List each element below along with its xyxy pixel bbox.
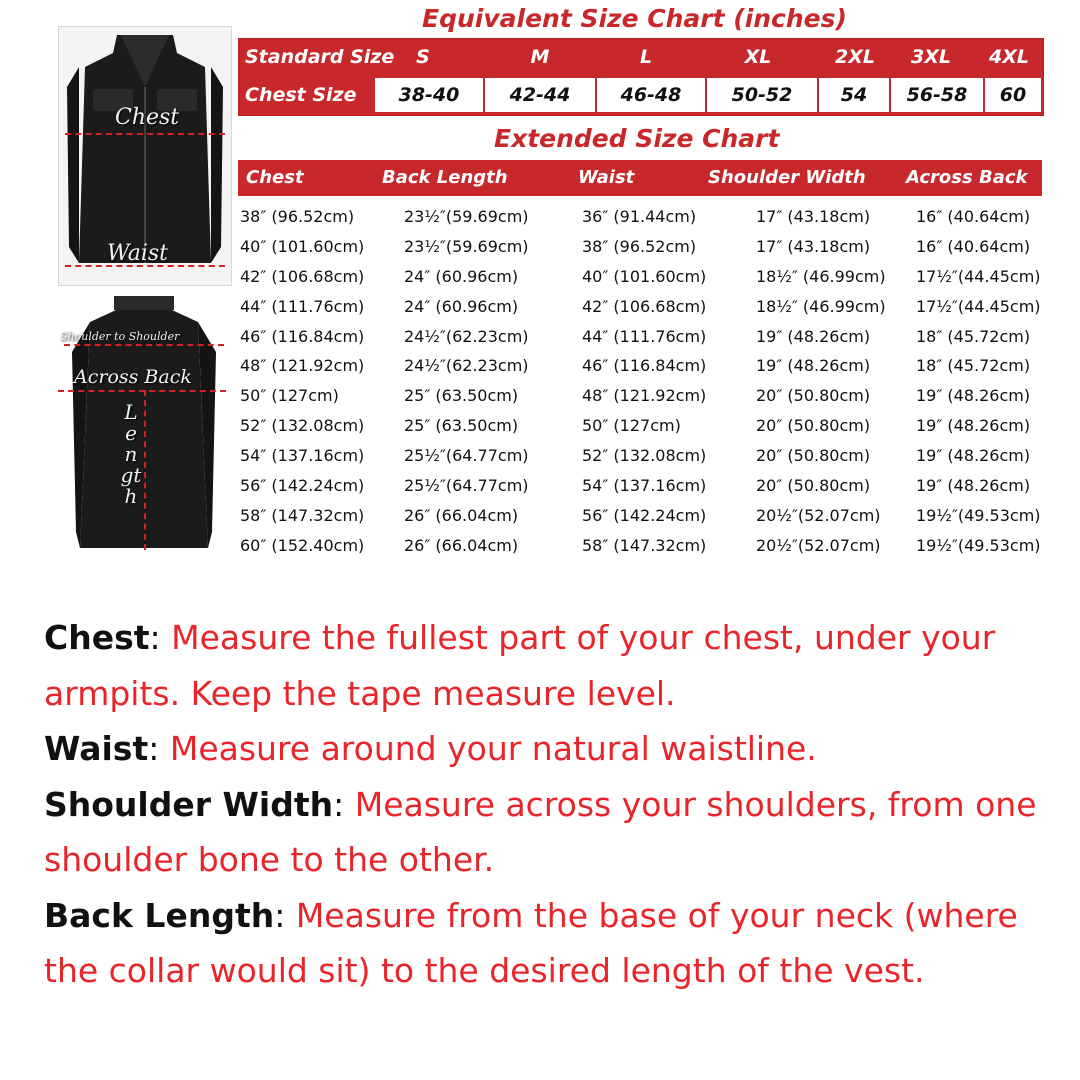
- shoulder-width-cell: 20″ (50.80cm): [756, 416, 871, 436]
- instruction-term: Back Length: [44, 895, 275, 935]
- extended-table-header: [238, 160, 1042, 196]
- across-back-label: Across Back: [74, 366, 192, 388]
- chest-cell: 58″ (147.32cm): [240, 505, 365, 525]
- instruction-text: Measure around your natural waistline.: [159, 729, 817, 768]
- waist-cell: 58″ (147.32cm): [582, 535, 707, 555]
- extended-table-body: [238, 202, 1058, 561]
- chest-size-cell: 56-58: [891, 78, 983, 112]
- chest-size-cell: 50-52: [707, 78, 817, 112]
- back-length-cell: 25″ (63.50cm): [404, 416, 519, 436]
- measurement-instructions: [44, 610, 1054, 999]
- instruction-paragraph: [44, 777, 1054, 888]
- waist-cell: 42″ (106.68cm): [582, 296, 707, 316]
- waist-cell: 50″ (127cm): [582, 416, 681, 436]
- chest-cell: 54″ (137.16cm): [240, 446, 365, 466]
- length-label: Length: [120, 400, 142, 508]
- shoulder-width-cell: 19″ (48.26cm): [756, 326, 871, 346]
- instruction-colon: :: [148, 729, 160, 768]
- across-back-cell: 19½″(49.53cm): [916, 505, 1041, 525]
- length-guide-line: [144, 390, 146, 550]
- across-back-guide-line: [58, 390, 226, 392]
- waist-cell: 52″ (132.08cm): [582, 446, 707, 466]
- table-row: [238, 202, 1058, 232]
- chest-label: Chest: [115, 105, 180, 130]
- back-length-cell: 23½″(59.69cm): [404, 207, 529, 226]
- across-back-cell: 19″ (48.26cm): [916, 386, 1031, 406]
- instruction-term: Waist: [44, 729, 149, 768]
- instruction-paragraph: [44, 610, 1054, 721]
- chest-cell: 50″ (127cm): [240, 386, 339, 406]
- table-row: [238, 411, 1058, 441]
- equivalent-size-table: [238, 38, 1044, 116]
- waist-label: Waist: [107, 241, 168, 266]
- waist-cell: 48″ (121.92cm): [582, 386, 707, 406]
- shoulder-width-cell: 20½″(52.07cm): [756, 535, 881, 555]
- column-header-across-back: Across Back: [906, 167, 1028, 188]
- extended-chart-title: Extended Size Chart: [494, 124, 780, 153]
- instruction-colon: :: [149, 618, 161, 657]
- standard-size-row: [239, 39, 1043, 75]
- waist-cell: 46″ (116.84cm): [582, 356, 707, 376]
- table-row: [238, 531, 1058, 561]
- vest-front-illustration: [58, 26, 232, 286]
- back-length-cell: 24″ (60.96cm): [404, 296, 519, 316]
- back-length-cell: 24½″(62.23cm): [404, 356, 529, 376]
- column-header-waist: Waist: [578, 167, 635, 188]
- chest-cell: 42″ (106.68cm): [240, 266, 365, 286]
- back-length-cell: 25½″(64.77cm): [404, 476, 529, 496]
- back-length-cell: 24½″(62.23cm): [404, 326, 529, 346]
- waist-cell: 38″ (96.52cm): [582, 236, 697, 256]
- chest-cell: 46″ (116.84cm): [240, 326, 365, 346]
- size-cell: XL: [744, 46, 772, 68]
- chest-size-row: [239, 77, 1043, 113]
- size-cell: 3XL: [911, 46, 951, 68]
- chest-cell: 52″ (132.08cm): [240, 416, 365, 436]
- shoulder-width-cell: 18½″ (46.99cm): [756, 266, 886, 286]
- table-row: [238, 232, 1058, 262]
- size-cell: 2XL: [835, 46, 875, 68]
- size-cell: L: [639, 46, 653, 68]
- chest-guide-line: [65, 133, 225, 135]
- column-header-shoulder-width: Shoulder Width: [708, 167, 866, 188]
- waist-cell: 56″ (142.24cm): [582, 505, 707, 525]
- vest-back-illustration: [58, 292, 230, 554]
- chest-cell: 60″ (152.40cm): [240, 535, 365, 555]
- chest-size-cell: 54: [819, 78, 889, 112]
- instruction-paragraph: [44, 721, 1054, 777]
- instruction-term: Shoulder Width: [44, 784, 334, 824]
- table-row: [238, 501, 1058, 531]
- across-back-cell: 19″ (48.26cm): [916, 476, 1031, 496]
- across-back-cell: 19½″(49.53cm): [916, 535, 1041, 555]
- waist-cell: 54″ (137.16cm): [582, 476, 707, 496]
- shoulder-guide-line: [64, 344, 224, 346]
- back-length-cell: 23½″(59.69cm): [404, 236, 529, 256]
- back-length-cell: 24″ (60.96cm): [404, 266, 519, 286]
- waist-cell: 40″ (101.60cm): [582, 266, 707, 286]
- across-back-cell: 19″ (48.26cm): [916, 416, 1031, 436]
- chest-size-cell: 42-44: [485, 78, 595, 112]
- shoulder-width-cell: 19″ (48.26cm): [756, 356, 871, 376]
- standard-size-header: Standard Size: [245, 46, 395, 68]
- shoulder-width-cell: 17″ (43.18cm): [756, 236, 871, 256]
- across-back-cell: 16″ (40.64cm): [916, 236, 1031, 256]
- chest-size-cell: 46-48: [597, 78, 705, 112]
- across-back-cell: 19″ (48.26cm): [916, 446, 1031, 466]
- column-header-back-length: Back Length: [382, 167, 508, 188]
- table-row: [238, 262, 1058, 292]
- across-back-cell: 16″ (40.64cm): [916, 207, 1031, 226]
- chest-cell: 38″ (96.52cm): [240, 207, 355, 226]
- instruction-colon: :: [333, 784, 345, 824]
- instruction-paragraph: [44, 888, 1054, 999]
- waist-cell: 44″ (111.76cm): [582, 326, 707, 346]
- size-cell: M: [530, 46, 550, 68]
- chest-size-cell: 60: [985, 78, 1041, 112]
- across-back-cell: 18″ (45.72cm): [916, 356, 1031, 376]
- table-row: [238, 441, 1058, 471]
- back-length-cell: 25½″(64.77cm): [404, 446, 529, 466]
- shoulder-width-cell: 20½″(52.07cm): [756, 505, 881, 525]
- instruction-colon: :: [274, 895, 286, 935]
- chest-cell: 56″ (142.24cm): [240, 476, 365, 496]
- back-length-cell: 26″ (66.04cm): [404, 535, 519, 555]
- table-row: [238, 322, 1058, 352]
- back-length-cell: 26″ (66.04cm): [404, 505, 519, 525]
- size-cell: 4XL: [989, 46, 1029, 68]
- chest-size-header: Chest Size: [245, 84, 357, 106]
- across-back-cell: 18″ (45.72cm): [916, 326, 1031, 346]
- waist-cell: 36″ (91.44cm): [582, 207, 697, 226]
- shoulder-width-cell: 18½″ (46.99cm): [756, 296, 886, 316]
- instruction-text: Measure the fullest part of your chest, under your armpits. Keep the tape measure level.: [44, 618, 996, 713]
- chest-cell: 40″ (101.60cm): [240, 236, 365, 256]
- table-row: [238, 471, 1058, 501]
- back-length-cell: 25″ (63.50cm): [404, 386, 519, 406]
- shoulder-width-cell: 20″ (50.80cm): [756, 386, 871, 406]
- shoulder-label: Shoulder to Shoulder: [60, 330, 180, 343]
- chest-cell: 44″ (111.76cm): [240, 296, 365, 316]
- chest-cell: 48″ (121.92cm): [240, 356, 365, 376]
- table-row: [238, 292, 1058, 322]
- table-row: [238, 381, 1058, 411]
- table-row: [238, 351, 1058, 381]
- across-back-cell: 17½″(44.45cm): [916, 266, 1041, 286]
- column-header-chest: Chest: [246, 167, 304, 188]
- shoulder-width-cell: 20″ (50.80cm): [756, 476, 871, 496]
- shoulder-width-cell: 17″ (43.18cm): [756, 207, 871, 226]
- chest-size-cell: 38-40: [375, 78, 483, 112]
- instruction-term: Chest: [44, 618, 150, 657]
- instruction-text: Measure across your shoulders, from one shoulder bone to the other.: [44, 784, 1037, 879]
- shoulder-width-cell: 20″ (50.80cm): [756, 446, 871, 466]
- equivalent-chart-title: Equivalent Size Chart (inches): [422, 4, 847, 33]
- size-cell: S: [416, 46, 430, 68]
- instruction-text: Measure from the base of your neck (where the collar would sit) to the desired length of the vest.: [44, 895, 1018, 990]
- across-back-cell: 17½″(44.45cm): [916, 296, 1041, 316]
